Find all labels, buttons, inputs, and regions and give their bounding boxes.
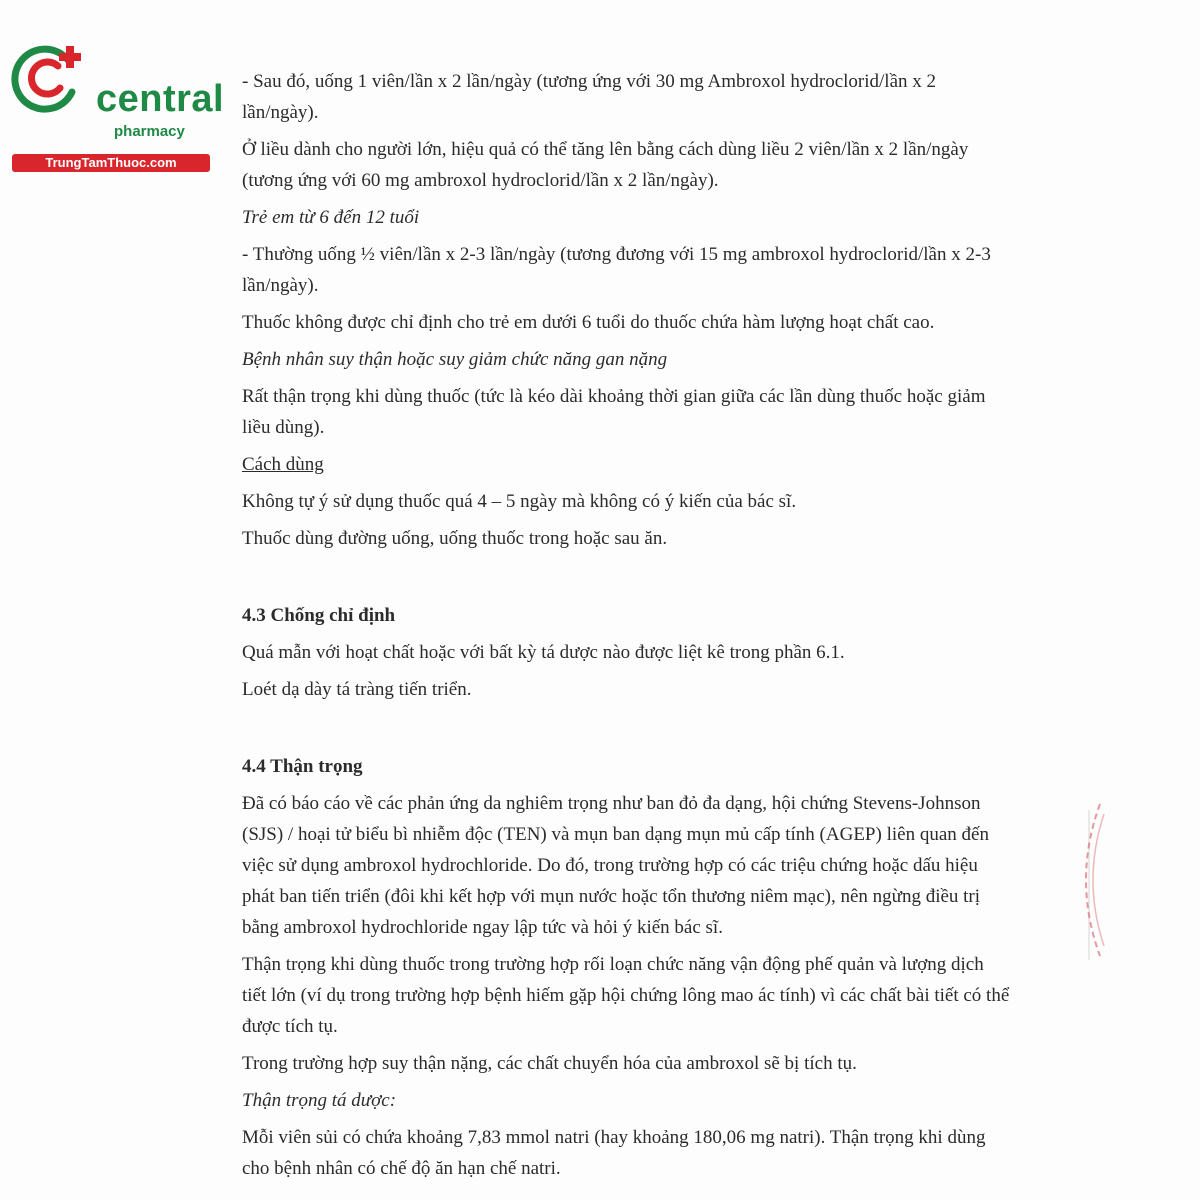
brand-logo[interactable] bbox=[10, 36, 225, 170]
paragraph: Thuốc dùng đường uống, uống thuốc trong hoặc sau ăn. bbox=[242, 528, 668, 549]
paragraph: Thuốc không được chỉ định cho trẻ em dưới 6 tuổi do thuốc chứa hàm lượng hoạt chất cao. bbox=[242, 312, 935, 333]
paragraph: Không tự ý sử dụng thuốc quá 4 – 5 ngày mà không có ý kiến của bác sĩ. bbox=[242, 491, 797, 512]
pharmacy-cross-logo-icon bbox=[10, 36, 94, 120]
subheading-excipient: Thận trọng tá dược: bbox=[242, 1090, 397, 1111]
paragraph: Đã có báo cáo về các phản ứng da nghiêm trọng như ban đỏ đa dạng, hội chứng Stevens-Johnson (SJS) / hoại tử biểu bì nhiễm độc (TEN) và mụn ban dạng mụn mủ cấp tính (AGEP) liên quan đến việc sử dụng ambroxol hydrochloride. Do đó, trong trường hợp có các triệu chứng hoặc dấu hiệu phát ban tiến triển (đôi khi kết hợp với mụn nước hoặc tổn thương niêm mạc), nên ngừng điều trị bằng ambroxol hydrochloride ngay lập tức và hỏi ý kiến bác sĩ. bbox=[242, 793, 989, 938]
paragraph: Thận trọng khi dùng thuốc trong trường hợp rối loạn chức năng vận động phế quản và lượng dịch tiết lớn (ví dụ trong trường hợp bệnh hiếm gặp hội chứng lông mao ác tính) vì các chất bài tiết có thể được tích tụ. bbox=[242, 954, 1010, 1037]
paragraph: Mỗi viên sủi có chứa khoảng 7,83 mmol natri (hay khoảng 180,06 mg natri). Thận trọng khi dùng cho bệnh nhân có chế độ ăn hạn chế natri. bbox=[242, 1127, 986, 1179]
brand-subtitle: pharmacy bbox=[114, 123, 185, 140]
brand-name: central bbox=[96, 78, 225, 120]
document-body bbox=[242, 66, 1012, 1184]
paragraph: Ở liều dành cho người lớn, hiệu quả có thể tăng lên bằng cách dùng liều 2 viên/lần x 2 lần/ngày (tương ứng với 60 mg ambroxol hydroclorid/lần x 2 lần/ngày). bbox=[242, 139, 969, 191]
paragraph: - Thường uống ½ viên/lần x 2-3 lần/ngày (tương đương với 15 mg ambroxol hydroclorid/lần x 2-3 lần/ngày). bbox=[242, 244, 991, 296]
paragraph: Loét dạ dày tá tràng tiến triển. bbox=[242, 679, 472, 700]
section-heading-4-4: 4.4 Thận trọng bbox=[242, 756, 363, 777]
section-heading-4-3: 4.3 Chống chỉ định bbox=[242, 605, 396, 626]
subheading-usage: Cách dùng bbox=[242, 454, 324, 475]
red-stamp-fragment bbox=[1066, 800, 1106, 960]
subheading-children: Trẻ em từ 6 đến 12 tuổi bbox=[242, 207, 420, 228]
subheading-renal: Bệnh nhân suy thận hoặc suy giảm chức năng gan nặng bbox=[242, 349, 668, 370]
paragraph: - Sau đó, uống 1 viên/lần x 2 lần/ngày (tương ứng với 30 mg Ambroxol hydroclorid/lần x 2 lần/ngày). bbox=[242, 71, 937, 123]
paragraph: Rất thận trọng khi dùng thuốc (tức là kéo dài khoảng thời gian giữa các lần dùng thuốc hoặc giảm liều dùng). bbox=[242, 386, 986, 438]
brand-url-badge[interactable]: TrungTamThuoc.com bbox=[12, 154, 210, 172]
paragraph: Trong trường hợp suy thận nặng, các chất chuyển hóa của ambroxol sẽ bị tích tụ. bbox=[242, 1053, 857, 1074]
paragraph: Quá mẫn với hoạt chất hoặc với bất kỳ tá dược nào được liệt kê trong phần 6.1. bbox=[242, 642, 845, 663]
